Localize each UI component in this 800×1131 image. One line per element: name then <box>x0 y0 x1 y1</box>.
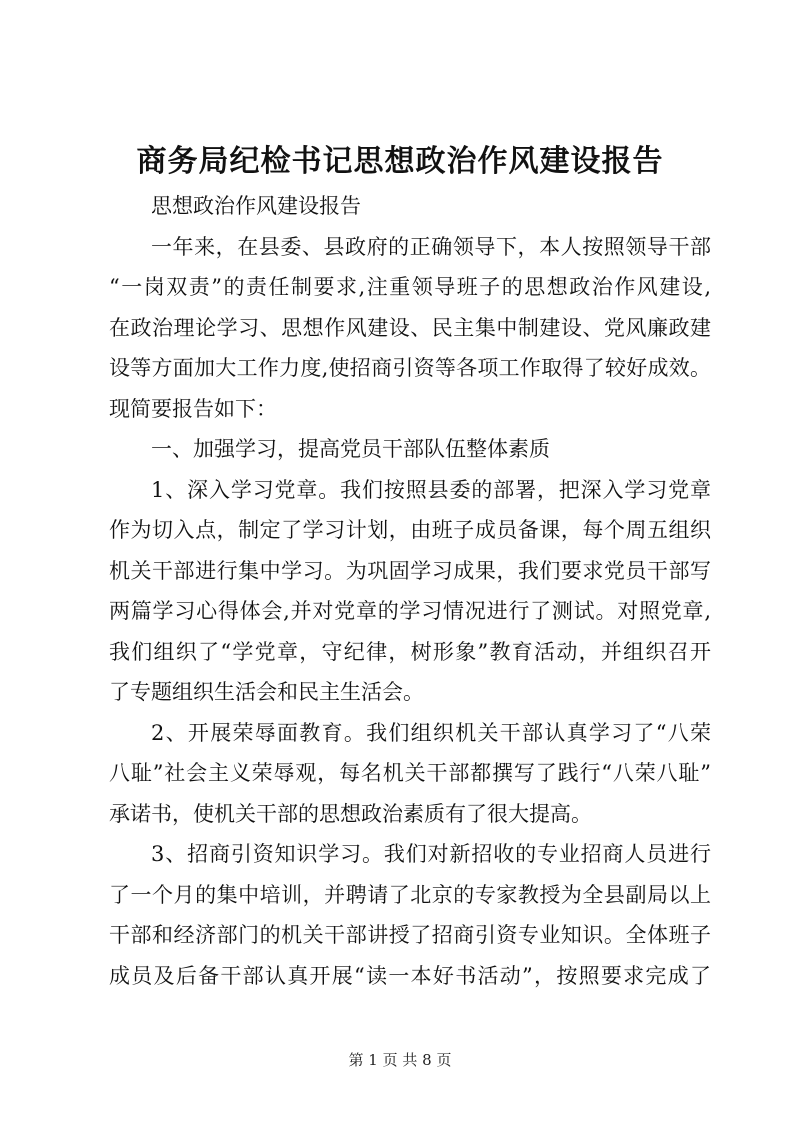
paragraph-subtitle <box>109 186 711 227</box>
page-number-footer: 第 1 页 共 8 页 <box>348 1051 452 1069</box>
text-line: 我们组织了“学党章，守纪律，树形象”教育活动，并组织召开 <box>109 639 711 664</box>
text-line: 现简要报告如下： <box>109 396 277 421</box>
document-body <box>109 186 711 996</box>
text-line: 一年来，在县委、县政府的正确领导下，本人按照领导干部 <box>151 234 711 259</box>
paragraph-item-3 <box>109 834 711 996</box>
text-line: 承诺书，使机关干部的思想政治素质有了很大提高。 <box>109 801 592 826</box>
text-line: 设等方面加大工作力度,使招商引资等各项工作取得了较好成效。 <box>109 356 711 380</box>
text-line: 思想政治作风建设报告 <box>151 194 361 218</box>
paragraph-item-1 <box>109 470 711 713</box>
text-line: 作为切入点，制定了学习计划，由班子成员备课，每个周五组织 <box>109 518 711 542</box>
document-title: 商务局纪检书记思想政治作风建设报告 <box>136 144 664 179</box>
paragraph-intro <box>109 227 711 430</box>
text-line: 了专题组织生活会和民主生活会。 <box>109 680 424 704</box>
text-line: 1、深入学习党章。我们按照县委的部署，把深入学习党章 <box>151 477 711 502</box>
text-line: 在政治理论学习、思想作风建设、民主集中制建设、党风廉政建 <box>109 315 711 340</box>
text-line: “一岗双责”的责任制要求,注重领导班子的思想政治作风建设, <box>109 275 711 299</box>
text-line: 机关干部进行集中学习。为巩固学习成果，我们要求党员干部写 <box>109 558 711 583</box>
text-line: 2、开展荣辱面教育。我们组织机关干部认真学习了“八荣 <box>151 720 711 745</box>
text-line: 成员及后备干部认真开展“读一本好书活动”，按照要求完成了 <box>109 963 711 988</box>
text-line: 了一个月的集中培训，并聘请了北京的专家教授为全县副局以上 <box>109 882 711 907</box>
text-line: 八耻”社会主义荣辱观，每名机关干部都撰写了践行“八荣八耻” <box>109 761 711 785</box>
text-line: 3、招商引资知识学习。我们对新招收的专业招商人员进行 <box>151 842 711 866</box>
text-line: 一、加强学习，提高党员干部队伍整体素质 <box>151 437 550 461</box>
section-heading <box>109 429 711 470</box>
text-line: 两篇学习心得体会,并对党章的学习情况进行了测试。对照党章, <box>109 599 711 623</box>
text-line: 干部和经济部门的机关干部讲授了招商引资专业知识。全体班子 <box>109 923 711 947</box>
paragraph-item-2 <box>109 713 711 835</box>
